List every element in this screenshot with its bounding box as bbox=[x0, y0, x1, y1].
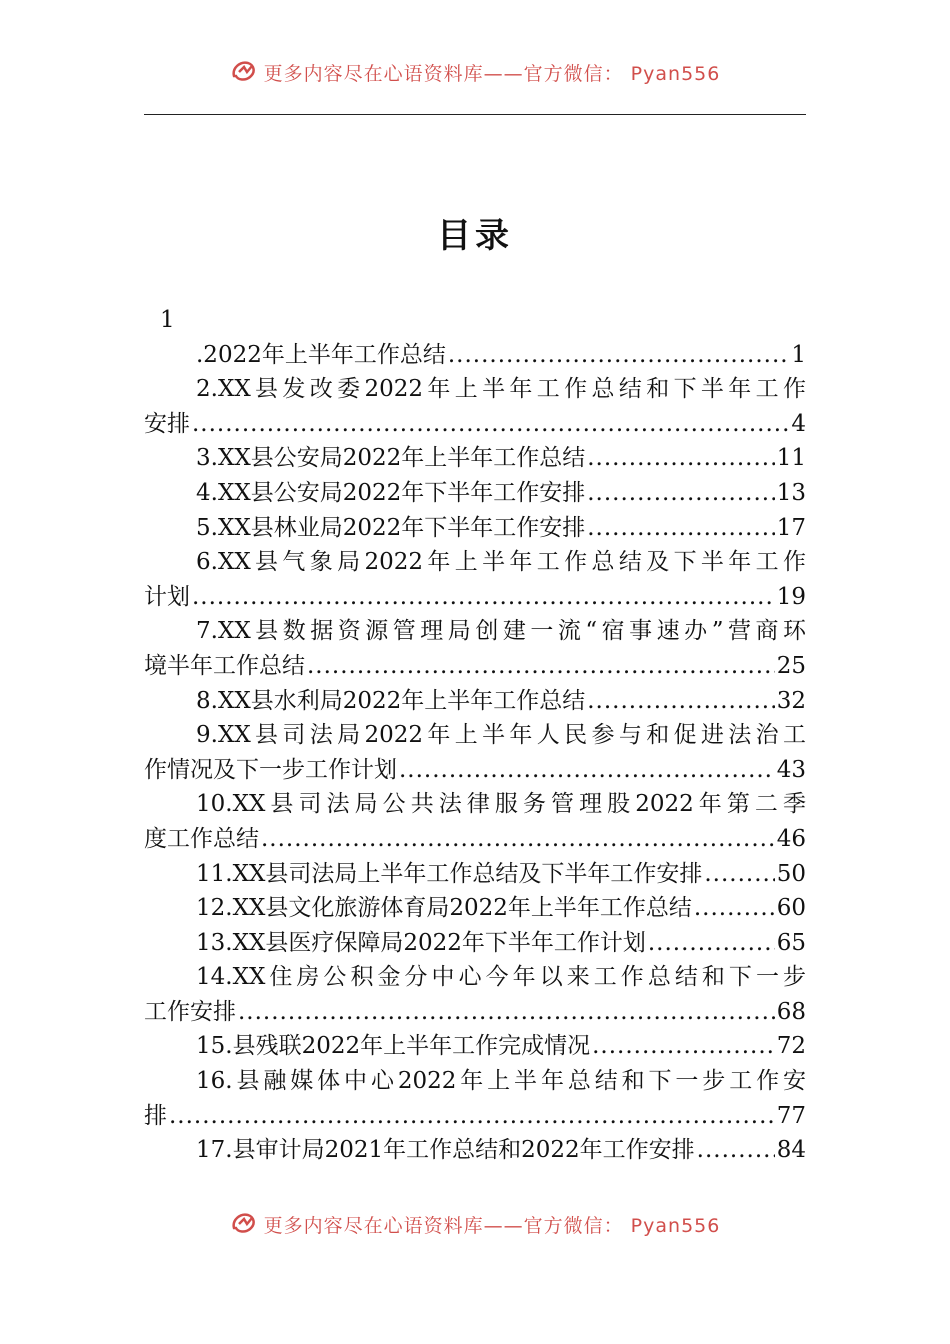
toc-entry-title: 计划 bbox=[144, 583, 190, 610]
toc-page-number: 77 bbox=[776, 1102, 806, 1129]
toc-entry-title: 15.县残联2022年上半年工作完成情况 bbox=[196, 1033, 591, 1060]
header-rule bbox=[144, 114, 806, 115]
toc-page-number: 60 bbox=[776, 895, 806, 922]
toc-leader-dots bbox=[697, 1133, 775, 1168]
toc-entry[interactable] bbox=[144, 822, 806, 857]
toc-page-number: 13 bbox=[776, 479, 806, 506]
toc-entry-title: 作情况及下一步工作计划 bbox=[144, 756, 397, 783]
toc-entry-title: 排 bbox=[144, 1102, 167, 1129]
toc-entry[interactable] bbox=[144, 649, 806, 684]
toc-entry-title: 12.XX县文化旅游体育局2022年上半年工作总结 bbox=[196, 895, 692, 922]
toc-leader-dots bbox=[694, 891, 775, 926]
toc-entry-title: 11.XX县司法局上半年工作总结及下半年工作安排 bbox=[196, 860, 703, 887]
toc-entry[interactable] bbox=[144, 407, 806, 442]
toc-entry-title: 6.XX县气象局2022年上半年工作总结及下半年工作 bbox=[196, 549, 806, 576]
toc-entry[interactable] bbox=[144, 926, 806, 961]
toc-entry-title: 14.XX住房公积金分中心今年以来工作总结和下一步 bbox=[196, 964, 806, 991]
page-title: 目录 bbox=[437, 216, 513, 256]
toc-entry[interactable] bbox=[144, 857, 806, 892]
toc-page-number: 72 bbox=[776, 1033, 806, 1060]
toc-entry-title: 17.县审计局2021年工作总结和2022年工作安排 bbox=[196, 1137, 695, 1164]
toc-page-number: 17 bbox=[776, 514, 806, 541]
toc-entry-title: 度工作总结 bbox=[144, 825, 259, 852]
toc-page-number: 46 bbox=[776, 825, 806, 852]
toc-leader-dots bbox=[587, 511, 774, 546]
toc-entry[interactable] bbox=[144, 372, 806, 407]
toc-entry[interactable] bbox=[144, 787, 806, 822]
toc-entry-title: 8.XX县水利局2022年上半年工作总结 bbox=[196, 687, 586, 714]
toc-leader-dots bbox=[192, 580, 775, 615]
toc-entry-title: 工作安排 bbox=[144, 998, 236, 1025]
toc-page-number: 25 bbox=[776, 652, 806, 679]
logo-icon bbox=[230, 1210, 260, 1242]
toc-page-number: 43 bbox=[776, 756, 806, 783]
toc-page-number: 11 bbox=[776, 445, 806, 472]
toc-leader-dots bbox=[307, 649, 775, 684]
toc-entry-title: 境半年工作总结 bbox=[144, 652, 305, 679]
toc-entry[interactable] bbox=[144, 718, 806, 753]
toc-page-number: 84 bbox=[776, 1137, 806, 1164]
toc-leader-dots bbox=[448, 338, 790, 373]
toc-entry[interactable] bbox=[144, 1133, 806, 1168]
table-of-contents bbox=[144, 303, 806, 1168]
toc-entry[interactable] bbox=[144, 441, 806, 476]
logo-icon bbox=[230, 58, 260, 90]
toc-entry-title: 1 bbox=[160, 307, 175, 333]
toc-entry[interactable] bbox=[144, 338, 806, 373]
toc-page-number: 68 bbox=[776, 998, 806, 1025]
toc-entry-title: 3.XX县公安局2022年上半年工作总结 bbox=[196, 445, 586, 472]
toc-leader-dots bbox=[192, 407, 789, 442]
toc-page-number: 4 bbox=[791, 410, 806, 437]
toc-leader-dots bbox=[587, 476, 774, 511]
toc-entry-title: 10.XX县司法局公共法律服务管理股2022年第二季 bbox=[196, 791, 806, 818]
toc-leader-dots bbox=[238, 995, 775, 1030]
toc-leader-dots bbox=[399, 753, 775, 788]
toc-entry-title: 7.XX县数据资源管理局创建一流“宿事速办”营商环 bbox=[196, 618, 806, 645]
toc-page-number: 65 bbox=[776, 929, 806, 956]
toc-leader-dots bbox=[704, 857, 774, 892]
toc-entry[interactable] bbox=[144, 1029, 806, 1064]
watermark-text: 更多内容尽在心语资料库——官方微信： Pyan556 bbox=[263, 1215, 721, 1237]
watermark-footer bbox=[0, 1210, 950, 1242]
toc-leader-dots bbox=[587, 684, 774, 719]
toc-leader-dots bbox=[648, 926, 775, 961]
toc-entry-title: 9.XX县司法局2022年上半年人民参与和促进法治工 bbox=[196, 722, 806, 749]
toc-entry[interactable] bbox=[144, 753, 806, 788]
toc-page-number: 32 bbox=[776, 687, 806, 714]
watermark-text: 更多内容尽在心语资料库——官方微信： Pyan556 bbox=[263, 63, 721, 85]
toc-entry[interactable] bbox=[144, 960, 806, 995]
toc-entry[interactable] bbox=[144, 303, 806, 338]
toc-entry-title: 2.XX县发改委2022年上半年工作总结和下半年工作 bbox=[196, 376, 806, 403]
toc-leader-dots bbox=[261, 822, 775, 857]
toc-entry[interactable] bbox=[144, 476, 806, 511]
toc-entry-title: 5.XX县林业局2022年下半年工作安排 bbox=[196, 514, 586, 541]
toc-entry[interactable] bbox=[144, 1099, 806, 1134]
toc-entry-title: .2022年上半年工作总结 bbox=[196, 341, 446, 368]
toc-entry[interactable] bbox=[144, 1064, 806, 1099]
toc-entry[interactable] bbox=[144, 614, 806, 649]
toc-entry[interactable] bbox=[144, 580, 806, 615]
toc-entry[interactable] bbox=[144, 995, 806, 1030]
toc-entry-title: 4.XX县公安局2022年下半年工作安排 bbox=[196, 479, 586, 506]
toc-entry-title: 16.县融媒体中心2022年上半年总结和下一步工作安 bbox=[196, 1068, 806, 1095]
toc-page-number: 19 bbox=[776, 583, 806, 610]
toc-leader-dots bbox=[587, 441, 774, 476]
watermark-header bbox=[0, 58, 950, 90]
toc-entry[interactable] bbox=[144, 545, 806, 580]
toc-entry-title: 安排 bbox=[144, 410, 190, 437]
toc-page-number: 1 bbox=[791, 341, 806, 368]
toc-leader-dots bbox=[592, 1029, 775, 1064]
toc-page-number: 50 bbox=[776, 860, 806, 887]
toc-entry[interactable] bbox=[144, 511, 806, 546]
toc-entry[interactable] bbox=[144, 891, 806, 926]
toc-entry[interactable] bbox=[144, 684, 806, 719]
toc-entry-title: 13.XX县医疗保障局2022年下半年工作计划 bbox=[196, 929, 646, 956]
toc-leader-dots bbox=[169, 1099, 775, 1134]
